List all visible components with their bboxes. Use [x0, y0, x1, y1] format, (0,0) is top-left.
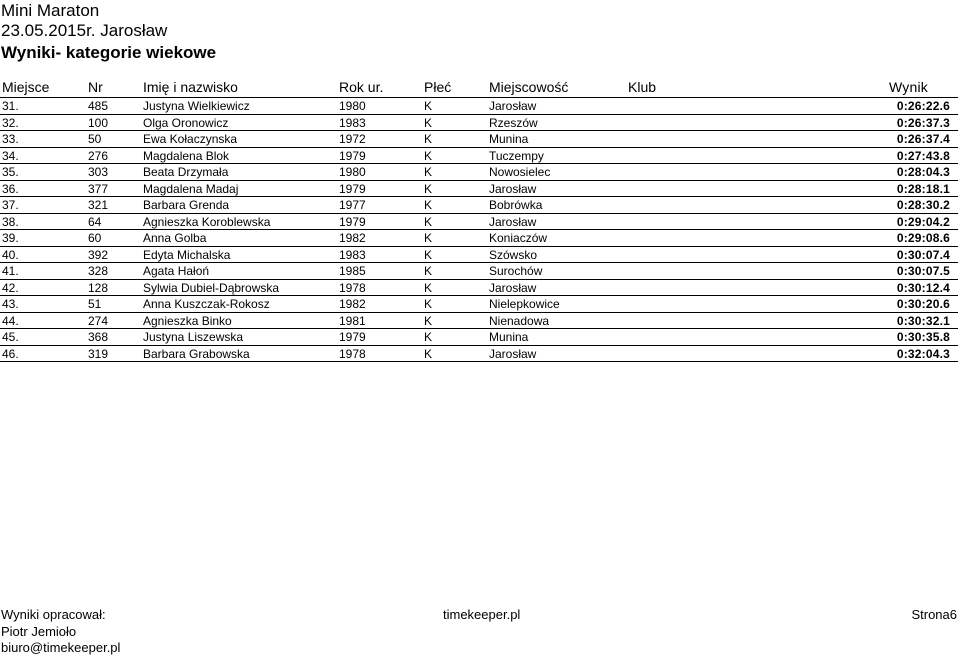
cell-city: Munina: [489, 330, 529, 344]
table-row: [0, 181, 958, 198]
col-city: Miejscowość: [489, 79, 569, 95]
table-row: [0, 329, 958, 346]
cell-place: 41.: [2, 264, 19, 278]
cell-year: 1982: [339, 231, 366, 245]
table-row: [0, 214, 958, 231]
cell-name: Edyta Michalska: [143, 247, 231, 262]
cell-place: 38.: [2, 214, 19, 229]
cell-sex: K: [424, 330, 433, 344]
cell-nr: 50: [88, 132, 102, 146]
cell-place: 35.: [2, 165, 19, 179]
cell-name: Sylwia Dubiel-Dąbrowska: [143, 280, 280, 295]
table-row: [0, 230, 958, 247]
cell-name: Barbara Grenda: [143, 198, 230, 212]
cell-city: Surochów: [489, 264, 543, 278]
prepared-by-label: Wyniki opracował:: [1, 607, 106, 622]
cell-sex: K: [424, 214, 433, 229]
cell-place: 33.: [2, 132, 19, 146]
cell-nr: 319: [88, 346, 109, 361]
cell-name: Beata Drzymała: [143, 165, 229, 179]
author-name: Piotr Jemioło: [1, 624, 77, 639]
cell-place: 39.: [2, 231, 19, 245]
cell-name: Agnieszka Koroblewska: [143, 214, 271, 229]
cell-time: 0:26:22.6: [896, 99, 950, 113]
cell-city: Jarosław: [489, 181, 537, 196]
cell-name: Agata Hałoń: [143, 264, 210, 278]
cell-place: 45.: [2, 330, 19, 344]
cell-nr: 377: [88, 181, 109, 196]
cell-name: Olga Oronowicz: [143, 115, 229, 130]
cell-sex: K: [424, 297, 433, 311]
cell-place: 46.: [2, 346, 19, 361]
cell-city: Jarosław: [489, 99, 537, 113]
cell-time: 0:30:12.4: [896, 280, 950, 295]
cell-year: 1980: [339, 99, 366, 113]
col-nr: Nr: [88, 79, 103, 95]
cell-sex: K: [424, 231, 433, 245]
cell-name: Barbara Grabowska: [143, 346, 250, 361]
table-row: [0, 263, 958, 280]
cell-time: 0:29:04.2: [896, 214, 950, 229]
col-time: Wynik: [889, 79, 928, 95]
cell-place: 42.: [2, 280, 19, 295]
cell-sex: K: [424, 181, 433, 196]
col-year: Rok ur.: [339, 79, 384, 95]
cell-name: Justyna Wielkiewicz: [143, 99, 250, 113]
cell-sex: K: [424, 148, 433, 163]
cell-city: Jarosław: [489, 346, 537, 361]
cell-nr: 274: [88, 313, 109, 328]
cell-nr: 328: [88, 264, 109, 278]
cell-year: 1978: [339, 280, 366, 295]
table-header: [0, 77, 958, 98]
table-row: [0, 164, 958, 181]
cell-sex: K: [424, 264, 433, 278]
cell-time: 0:28:30.2: [896, 198, 950, 212]
cell-nr: 100: [88, 115, 109, 130]
cell-nr: 128: [88, 280, 109, 295]
cell-time: 0:30:35.8: [896, 330, 950, 344]
cell-year: 1977: [339, 198, 366, 212]
cell-place: 37.: [2, 198, 19, 212]
table-row: [0, 296, 958, 313]
author-email: biuro@timekeeper.pl: [1, 640, 121, 655]
website: timekeeper.pl: [443, 607, 521, 622]
cell-city: Jarosław: [489, 280, 537, 295]
table-row: [0, 247, 958, 264]
page-number: Strona6: [911, 607, 957, 622]
cell-nr: 392: [88, 247, 109, 262]
section-title: Wyniki- kategorie wiekowe: [1, 43, 217, 62]
cell-city: Nienadowa: [489, 313, 550, 328]
cell-year: 1980: [339, 165, 366, 179]
cell-time: 0:26:37.4: [896, 132, 950, 146]
cell-place: 36.: [2, 181, 19, 196]
cell-time: 0:28:04.3: [896, 165, 950, 179]
cell-year: 1979: [339, 148, 366, 163]
table-row: [0, 197, 958, 214]
cell-place: 44.: [2, 313, 19, 328]
cell-name: Agnieszka Binko: [143, 313, 232, 328]
document-title: Mini Maraton: [1, 1, 100, 20]
cell-nr: 321: [88, 198, 109, 212]
cell-city: Nielepkowice: [489, 297, 560, 311]
col-place: Miejsce: [2, 79, 50, 95]
cell-name: Anna Kuszczak-Rokosz: [143, 297, 270, 311]
cell-place: 43.: [2, 297, 19, 311]
table-row: [0, 280, 958, 297]
cell-year: 1979: [339, 181, 366, 196]
cell-year: 1979: [339, 330, 366, 344]
cell-time: 0:30:32.1: [896, 313, 950, 328]
cell-time: 0:28:18.1: [896, 181, 950, 196]
cell-nr: 485: [88, 99, 109, 113]
cell-place: 34.: [2, 148, 19, 163]
cell-year: 1983: [339, 115, 366, 130]
cell-city: Rzeszów: [489, 115, 538, 130]
cell-name: Magdalena Blok: [143, 148, 230, 163]
cell-sex: K: [424, 132, 433, 146]
cell-city: Jarosław: [489, 214, 537, 229]
cell-time: 0:32:04.3: [896, 346, 950, 361]
cell-city: Bobrówka: [489, 198, 543, 212]
cell-year: 1978: [339, 346, 366, 361]
cell-city: Munina: [489, 132, 529, 146]
cell-year: 1985: [339, 264, 366, 278]
cell-name: Anna Golba: [143, 231, 207, 245]
event-date-location: 23.05.2015r. Jarosław: [1, 21, 168, 40]
col-club: Klub: [628, 79, 657, 95]
cell-city: Koniaczów: [489, 231, 548, 245]
cell-time: 0:27:43.8: [896, 148, 950, 163]
cell-name: Ewa Kołaczynska: [143, 132, 238, 146]
cell-nr: 303: [88, 165, 109, 179]
cell-time: 0:30:07.4: [896, 247, 950, 262]
cell-sex: K: [424, 165, 433, 179]
cell-year: 1972: [339, 132, 366, 146]
cell-nr: 60: [88, 231, 102, 245]
col-name: Imię i nazwisko: [143, 79, 238, 95]
table-row: [0, 98, 958, 115]
cell-sex: K: [424, 346, 433, 361]
cell-year: 1983: [339, 247, 366, 262]
table-row: [0, 313, 958, 330]
cell-time: 0:26:37.3: [896, 115, 950, 130]
cell-sex: K: [424, 313, 433, 328]
cell-year: 1981: [339, 313, 366, 328]
cell-sex: K: [424, 247, 433, 262]
cell-place: 32.: [2, 115, 19, 130]
cell-place: 40.: [2, 247, 19, 262]
cell-nr: 276: [88, 148, 109, 163]
cell-name: Magdalena Madaj: [143, 181, 239, 196]
table-row: [0, 346, 958, 363]
cell-nr: 51: [88, 297, 102, 311]
cell-year: 1979: [339, 214, 366, 229]
cell-sex: K: [424, 280, 433, 295]
results-table: [0, 98, 958, 362]
cell-year: 1982: [339, 297, 366, 311]
cell-sex: K: [424, 99, 433, 113]
cell-city: Szówsko: [489, 247, 538, 262]
cell-name: Justyna Liszewska: [143, 330, 244, 344]
cell-nr: 368: [88, 330, 109, 344]
cell-sex: K: [424, 198, 433, 212]
cell-nr: 64: [88, 214, 102, 229]
cell-place: 31.: [2, 99, 19, 113]
cell-time: 0:30:20.6: [896, 297, 950, 311]
cell-city: Nowosielec: [489, 165, 551, 179]
table-row: [0, 115, 958, 132]
cell-time: 0:29:08.6: [896, 231, 950, 245]
cell-time: 0:30:07.5: [896, 264, 950, 278]
cell-city: Tuczempy: [489, 148, 544, 163]
table-row: [0, 148, 958, 165]
col-sex: Płeć: [424, 79, 452, 95]
table-row: [0, 131, 958, 148]
cell-sex: K: [424, 115, 433, 130]
